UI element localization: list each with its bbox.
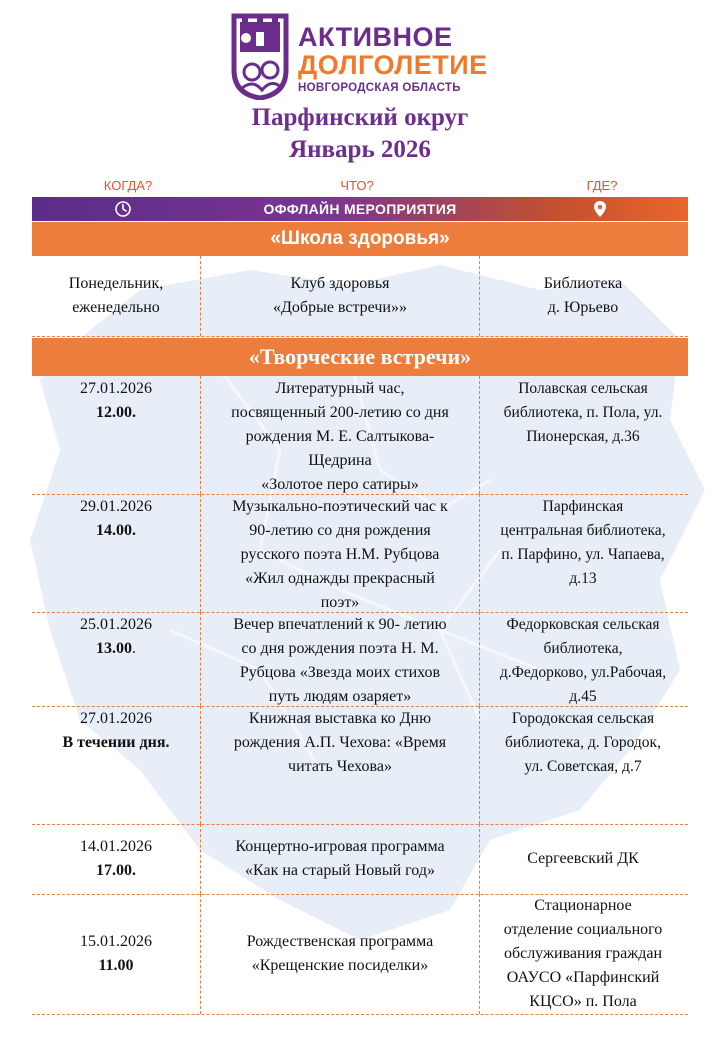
event-where	[478, 494, 688, 612]
column-header-where: ГДЕ?	[586, 178, 618, 193]
event-time-value: 13.00	[96, 640, 132, 657]
cell-line: рождения А.П. Чехова: «Время	[233, 734, 447, 751]
cell-line: КЦСО» п. Пола	[529, 993, 637, 1010]
cell-line: «Крещенские посиделки»	[251, 957, 429, 974]
cell-line: посвященный 200-летию со дня	[231, 404, 449, 421]
column-header-when: КОГДА?	[103, 178, 153, 193]
event-time-value: 12.00.	[96, 404, 136, 421]
cell-line: Клуб здоровья	[290, 275, 390, 292]
cell-line: Рождественская программа	[246, 933, 434, 950]
cell-line: ул. Советская, д.7	[524, 758, 642, 775]
cell-line: Понедельник,	[68, 275, 164, 292]
cell-line: ОАУСО «Парфинский	[506, 969, 660, 986]
table-row	[32, 706, 688, 825]
cell-line: д. Юрьево	[547, 299, 619, 316]
event-time	[98, 954, 133, 978]
event-time-value: В течении дня.	[62, 734, 170, 751]
event-time	[96, 859, 136, 883]
event-when	[32, 824, 200, 894]
event-what	[200, 256, 480, 336]
event-where	[478, 894, 688, 1014]
cell-line: 14.01.2026	[80, 838, 152, 855]
cell-line: 29.01.2026	[80, 498, 152, 515]
section-title: «Школа здоровья»	[32, 222, 688, 256]
event-where	[478, 256, 688, 336]
logo	[228, 10, 498, 102]
table-row	[32, 376, 688, 495]
cell-line: 90-летию со дня рождения	[249, 522, 431, 539]
cell-line: со дня рождения поэта Н. М.	[241, 640, 439, 657]
cell-line: обслуживания граждан	[503, 945, 663, 962]
month-title: Январь 2026	[289, 136, 431, 163]
cell-line: Книжная выставка ко Дню	[248, 710, 432, 727]
event-where	[478, 706, 688, 824]
cell-line: библиотека,	[543, 640, 623, 657]
district-title: Парфинский округ	[251, 104, 469, 131]
event-time	[96, 637, 136, 661]
cell-line: центральная библиотека,	[500, 522, 666, 539]
section-title: «Творческие встречи»	[32, 338, 688, 376]
cell-line: Федорковская сельская	[506, 616, 660, 633]
cell-line: 25.01.2026	[80, 616, 152, 633]
event-time	[96, 519, 136, 543]
cell-line: Щедрина	[308, 452, 372, 469]
cell-line: «Добрые встречи»»	[273, 299, 407, 316]
cell-line: «Как на старый Новый год»	[245, 862, 435, 879]
cell-line: Городокская сельская	[511, 710, 655, 727]
cell-line: Вечер впечатлений к 90- летию	[233, 616, 447, 633]
cell-line: Сергеевский ДК	[527, 850, 639, 867]
location-pin-icon	[592, 200, 608, 218]
logo-title-line1: АКТИВНОЕ	[298, 22, 453, 52]
event-time-value: 11.00	[98, 957, 134, 974]
event-when	[32, 706, 200, 824]
event-where	[478, 376, 688, 494]
event-what	[200, 494, 480, 612]
cell-line: поэт»	[320, 594, 360, 611]
cell-line: Библиотека	[543, 275, 623, 292]
cell-line: «Золотое перо сатиры»	[261, 476, 419, 493]
cell-line: отделение социального	[503, 921, 663, 938]
cell-line: Литературный час,	[275, 380, 405, 397]
table-row	[32, 894, 688, 1015]
cell-line: Музыкально-поэтический час к	[232, 498, 448, 515]
cell-line: читать Чехова»	[288, 758, 392, 775]
cell-line: 27.01.2026	[80, 710, 152, 727]
event-where	[478, 824, 688, 894]
table-row	[32, 256, 688, 337]
event-time-suffix: .	[132, 640, 136, 657]
cell-line: д.Федорково, ул.Рабочая,	[499, 664, 667, 681]
cell-line: рождения М. Е. Салтыкова-	[245, 428, 435, 445]
table-row	[32, 824, 688, 895]
event-what	[200, 376, 480, 494]
cell-line: еженедельно	[72, 299, 160, 316]
cell-line: Рубцова «Звезда моих стихов	[239, 664, 441, 681]
event-where	[478, 612, 688, 706]
event-time	[96, 401, 136, 425]
band-label: ОФФЛАЙН МЕРОПРИЯТИЯ	[263, 201, 457, 217]
column-header-what: ЧТО?	[340, 178, 374, 193]
cell-line: 15.01.2026	[80, 933, 152, 950]
event-when	[32, 894, 200, 1014]
event-what	[200, 612, 480, 706]
cell-line: библиотека, д. Городок,	[505, 734, 661, 751]
cell-line: п. Парфино, ул. Чапаева,	[501, 546, 665, 563]
event-time	[63, 731, 170, 755]
cell-line: д.45	[569, 688, 597, 705]
cell-line: библиотека, п. Пола, ул.	[503, 404, 663, 421]
event-when	[32, 376, 200, 494]
event-when	[32, 612, 200, 706]
cell-line: «Жил однажды прекрасный	[245, 570, 435, 587]
cell-line: путь людям озаряет»	[268, 688, 412, 705]
event-what	[200, 824, 480, 894]
event-what	[200, 894, 480, 1014]
logo-region: НОВГОРОДСКАЯ ОБЛАСТЬ	[298, 82, 461, 94]
logo-title-line2: ДОЛГОЛЕТИЕ	[298, 50, 488, 80]
cell-line: Стационарное	[534, 897, 632, 914]
offline-events-band	[32, 197, 688, 221]
event-when	[32, 494, 200, 612]
cell-line: д.13	[569, 570, 597, 587]
event-when	[32, 256, 200, 336]
aktivnoe-dolgoletie-emblem	[228, 10, 292, 100]
cell-line: Полавская сельская	[518, 380, 648, 397]
table-row	[32, 494, 688, 613]
cell-line: Парфинская	[542, 498, 624, 515]
table-row	[32, 612, 688, 707]
cell-line: Концертно-игровая программа	[235, 838, 445, 855]
event-what	[200, 706, 480, 824]
cell-line: русского поэта Н.М. Рубцова	[240, 546, 440, 563]
event-time-value: 14.00.	[96, 522, 136, 539]
cell-line: Пионерская, д.36	[526, 428, 640, 445]
cell-line: 27.01.2026	[80, 380, 152, 397]
event-time-value: 17.00.	[96, 862, 136, 879]
